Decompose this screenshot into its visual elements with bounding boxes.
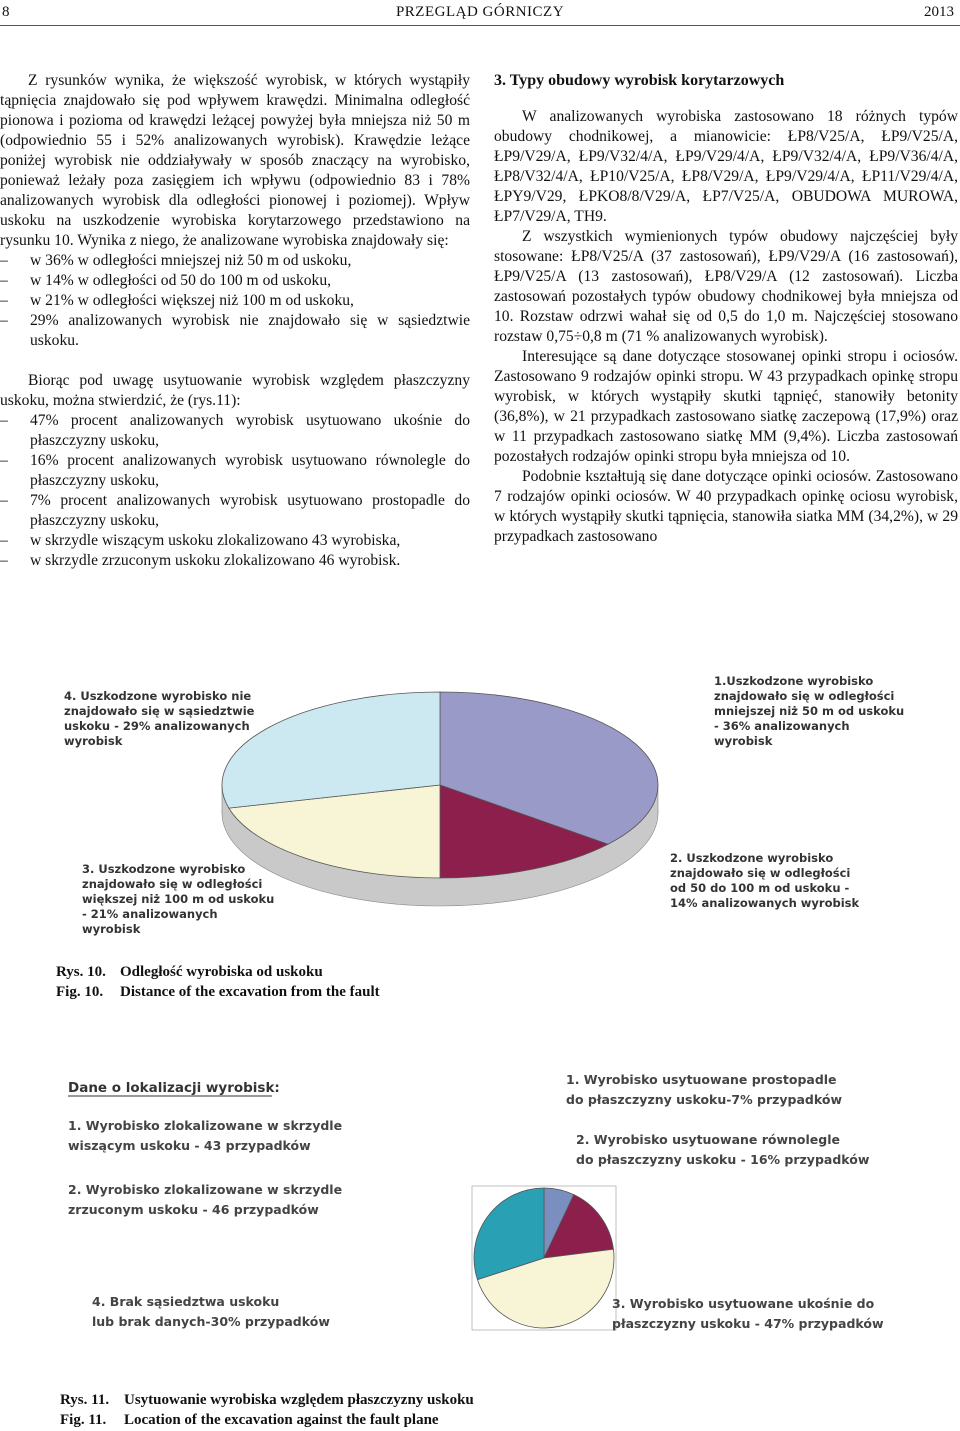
label-line: 1. Wyrobisko zlokalizowane w skrzydle (68, 1118, 343, 1133)
header-rule (0, 25, 960, 26)
box-item-2 (68, 1182, 342, 1217)
paragraph: Podobnie kształtują się dane dotyczące opinki ociosów. Zastosowano 7 rodzajów opinki ociosów. W 40 przypadkach opinkę ociosu wyrobisk, w których wystąpiły skutki tąpnięcia, stanowiła siatka MM (34,2%), w 29 przypadkach zastosowano (494, 468, 958, 545)
slice-label-2 (576, 1132, 870, 1167)
label-line: 3. Uszkodzone wyrobisko (82, 862, 246, 876)
label-line: do płaszczyzny uskoku-7% przypadków (566, 1092, 842, 1107)
label-line: mniejszej niż 50 m od uskoku (714, 704, 905, 718)
slice-label-2 (670, 851, 860, 910)
figure-11-caption (60, 1390, 474, 1430)
slice-label-4 (64, 689, 255, 748)
list-item: – 29% analizowanych wyrobisk nie znajdowało się w sąsiedztwie uskoku. (0, 311, 470, 351)
label-line: wiszącym uskoku - 43 przypadków (68, 1138, 311, 1153)
label-line: większej niż 100 m od uskoku (82, 892, 275, 906)
label-line: do płaszczyzny uskoku - 16% przypadków (576, 1152, 870, 1167)
list-item: – 16% procent analizowanych wyrobisk usytuowano równolegle do płaszczyzny uskoku, (0, 451, 470, 491)
location-list (0, 411, 470, 571)
distance-list (0, 251, 470, 351)
figure-10-caption (56, 962, 380, 1002)
label-line: 1.Uszkodzone wyrobisko (714, 674, 874, 688)
slice-label-1 (714, 674, 904, 748)
label-line: zrzuconym uskoku - 46 przypadków (68, 1202, 319, 1217)
label-line: 1. Wyrobisko usytuowane prostopadle (566, 1072, 837, 1087)
label-line: 2. Wyrobisko usytuowane równolegle (576, 1132, 840, 1147)
figure-10-chart (30, 665, 930, 955)
list-item: – w skrzydle zrzuconym uskoku zlokalizowano 46 wyrobisk. (0, 551, 470, 571)
paragraph: Interesujące są dane dotyczące stosowanej opinki stropu i ociosów. Zastosowano 9 rodzajów opinki stropu. W 43 przypadkach opinkę stropu wyrobisk, w których wystąpiły skutki tąpnięć, stanowiły betonity (36,8%), w 21 przypadkach zastosowano siatkę zaczepową (17,9%) oraz w 11 przypadkach zastosowano siatkę MM (9,4%). Liczba zastosowań pozostałych rodzajów opinki stropu była mniejsza od 10. (494, 348, 958, 465)
label-line: - 21% analizowanych (82, 907, 218, 921)
label-line: znajdowało się w odległości (670, 866, 851, 880)
label-line: 2. Wyrobisko zlokalizowane w skrzydle (68, 1182, 343, 1197)
caption-label: Fig. 10. (56, 984, 104, 1000)
label-line: od 50 do 100 m od uskoku - (670, 881, 850, 895)
paragraph: Biorąc pod uwagę usytuowanie wyrobisk względem płaszczyzny uskoku, można stwierdzić, że (rys.11): (0, 372, 470, 409)
right-column (494, 71, 958, 547)
label-line: wyrobisk (714, 734, 773, 748)
box-item-1 (68, 1118, 342, 1153)
list-item: – w skrzydle wiszącym uskoku zlokalizowano 43 wyrobiska, (0, 531, 470, 551)
journal-title: PRZEGLĄD GÓRNICZY (395, 4, 565, 20)
label-line: znajdowało się w sąsiedztwie (64, 704, 255, 718)
label-line: 3. Wyrobisko usytuowane ukośnie do (612, 1296, 875, 1311)
label-line: znajdowało się w odległości (82, 877, 263, 891)
left-column (0, 71, 470, 571)
paragraph: W analizowanych wyrobiska zastosowano 18 różnych typów obudowy chodnikowej, a mianowicie: ŁP8/V25/A, ŁP9/V25/A, ŁP9/V29/A, ŁP9/V32/4/A, ŁP9/V29/4/A, ŁP9/V32/4/A, ŁP9/V36/4/A, ŁP8/V32/4/A, ŁP10/V25/A, ŁP8/V29/A, ŁP9/V29/4/A, ŁP11/V29/4/A, ŁPY9/V29, ŁPKO8/8/V29/A, ŁP7/V25/A, OBUDOWA MUROWA, ŁP7/V29/A, TH9. (494, 108, 958, 225)
location-data-box (68, 1080, 342, 1217)
caption-label: Rys. 10. (56, 964, 106, 980)
pie-slices (474, 1188, 614, 1328)
box-title: Dane o lokalizacji wyrobisk: (68, 1080, 280, 1096)
paragraph: Z wszystkich wymienionych typów obudowy najczęściej były stosowane: ŁP8/V25/A (37 zastosowań), ŁP9/V29/A (16 zastosowań), ŁP9/V25/A (13 zastosowań), ŁP8/V29/A (12 zastosowań). Liczba zastosowań pozostałych typów obudowy chodnikowej była mniejsza od 10. Rozstaw odrzwi wahał się od 0,5 do 1,0 m. Najczęściej stosowano rozstaw 0,75÷0,8 m (71 % analizowanych wyrobisk). (494, 228, 958, 345)
label-line: 4. Brak sąsiedztwa uskoku (92, 1294, 280, 1309)
slice-label-3 (82, 862, 274, 936)
paragraph: Z rysunków wynika, że większość wyrobisk, w których wystąpiły tąpnięcia znajdowało się pod wpływem krawędzi. Minimalna odległość pionowa i pozioma od krawędzi leżącej powyżej była mniejsza niż 50 m (odpowiednio 55 i 52% analizowanych wyrobisk). Krawędzie leżące poniżej wyrobisk nie oddziaływały w sposób znaczący na wyrobisko, ponieważ leżały poza zasięgiem ich wpływu (odpowiednio 83 i 78% analizowanych wyrobisk dla odległości pionowej i poziomej). Wpływ uskoku na uszkodzenie wyrobiska korytarzowego przedstawiono na rysunku 10. Wynika z niego, że analizowane wyrobiska znajdowały się: (0, 72, 470, 249)
section-heading: 3. Typy obudowy wyrobisk korytarzowych (494, 72, 785, 89)
slice-label-3 (612, 1296, 884, 1331)
label-line: - 36% analizowanych (714, 719, 850, 733)
label-line: wyrobisk (82, 922, 141, 936)
page-header (0, 0, 960, 26)
label-line: 14% analizowanych wyrobisk (670, 896, 860, 910)
caption-text: Usytuowanie wyrobiska względem płaszczyzny uskoku (124, 1392, 474, 1408)
slice-label-1 (566, 1072, 842, 1107)
list-item: – w 36% w odległości mniejszej niż 50 m od uskoku, (0, 251, 470, 271)
label-line: lub brak danych-30% przypadków (92, 1314, 330, 1329)
caption-label: Fig. 11. (60, 1412, 107, 1428)
label-line: płaszczyzny uskoku - 47% przypadków (612, 1316, 884, 1331)
label-line: 4. Uszkodzone wyrobisko nie (64, 689, 252, 703)
list-item: – w 21% w odległości większej niż 100 m od uskoku, (0, 291, 470, 311)
list-item: – 7% procent analizowanych wyrobisk usytuowano prostopadle do płaszczyzny uskoku, (0, 491, 470, 531)
list-item: – 47% procent analizowanych wyrobisk usytuowano ukośnie do płaszczyzny uskoku, (0, 411, 470, 451)
label-line: znajdowało się w odległości (714, 689, 895, 703)
label-line: uskoku - 29% analizowanych (64, 719, 250, 733)
pie-slices (222, 692, 658, 878)
publication-year: 2013 (924, 4, 954, 20)
caption-text: Odległość wyrobiska od uskoku (120, 964, 323, 980)
label-line: 2. Uszkodzone wyrobisko (670, 851, 834, 865)
page-number: 8 (2, 4, 10, 20)
label-line: wyrobisk (64, 734, 123, 748)
caption-text: Location of the excavation against the fault plane (124, 1412, 439, 1428)
list-item: – w 14% w odległości od 50 do 100 m od uskoku, (0, 271, 470, 291)
slice-label-4 (92, 1294, 330, 1329)
caption-text: Distance of the excavation from the fault (120, 984, 380, 1000)
caption-label: Rys. 11. (60, 1392, 110, 1408)
figure-11-chart (40, 1070, 920, 1370)
